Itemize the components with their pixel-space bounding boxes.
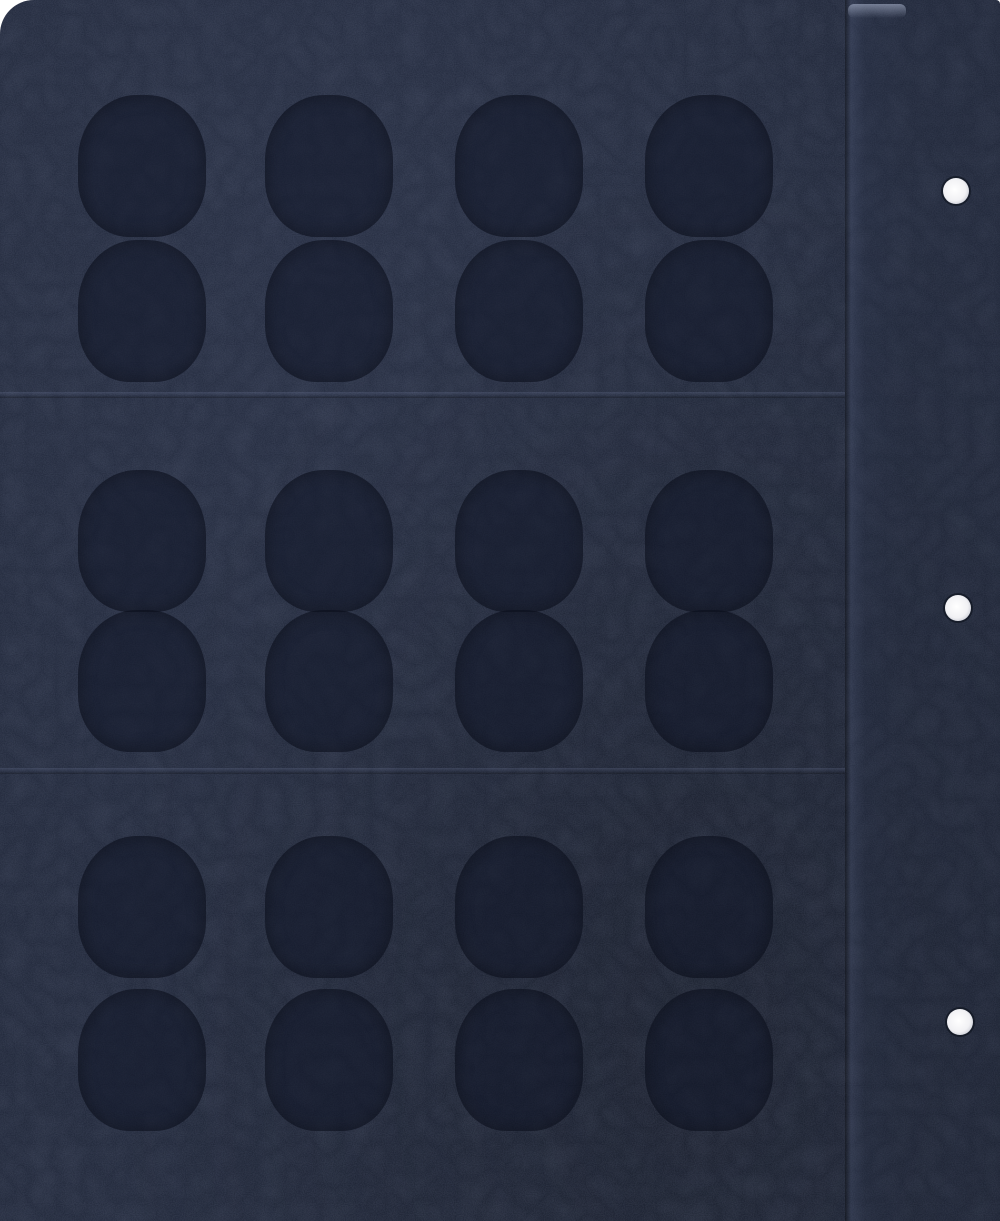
coin-slot (645, 240, 773, 382)
coin-slot (78, 470, 206, 612)
coin-slot (455, 836, 583, 978)
coin-slot (78, 240, 206, 382)
pocket-row-3 (0, 774, 845, 1221)
coin-slot (78, 836, 206, 978)
coin-slot (455, 989, 583, 1131)
binding-strip (845, 0, 1000, 1221)
punch-hole-middle (945, 595, 971, 621)
coin-slot (78, 610, 206, 752)
coin-slot (645, 95, 773, 237)
coin-slot (455, 610, 583, 752)
coin-slot (455, 95, 583, 237)
coin-slot (645, 610, 773, 752)
coin-slot (265, 470, 393, 612)
coin-slot (265, 95, 393, 237)
coin-slot (455, 240, 583, 382)
coin-slot (265, 836, 393, 978)
coin-slot (645, 989, 773, 1131)
coin-slot (265, 240, 393, 382)
coin-slot (78, 95, 206, 237)
pocket-row-2 (0, 398, 845, 770)
pocket-row-1 (0, 0, 845, 395)
punch-hole-bottom (947, 1009, 973, 1035)
coin-slot (645, 836, 773, 978)
coin-slot (78, 989, 206, 1131)
binding-edge-highlight (848, 4, 906, 18)
coin-slot (455, 470, 583, 612)
coin-slot (645, 470, 773, 612)
coin-slot (265, 610, 393, 752)
punch-hole-top (943, 178, 969, 204)
coin-slot (265, 989, 393, 1131)
